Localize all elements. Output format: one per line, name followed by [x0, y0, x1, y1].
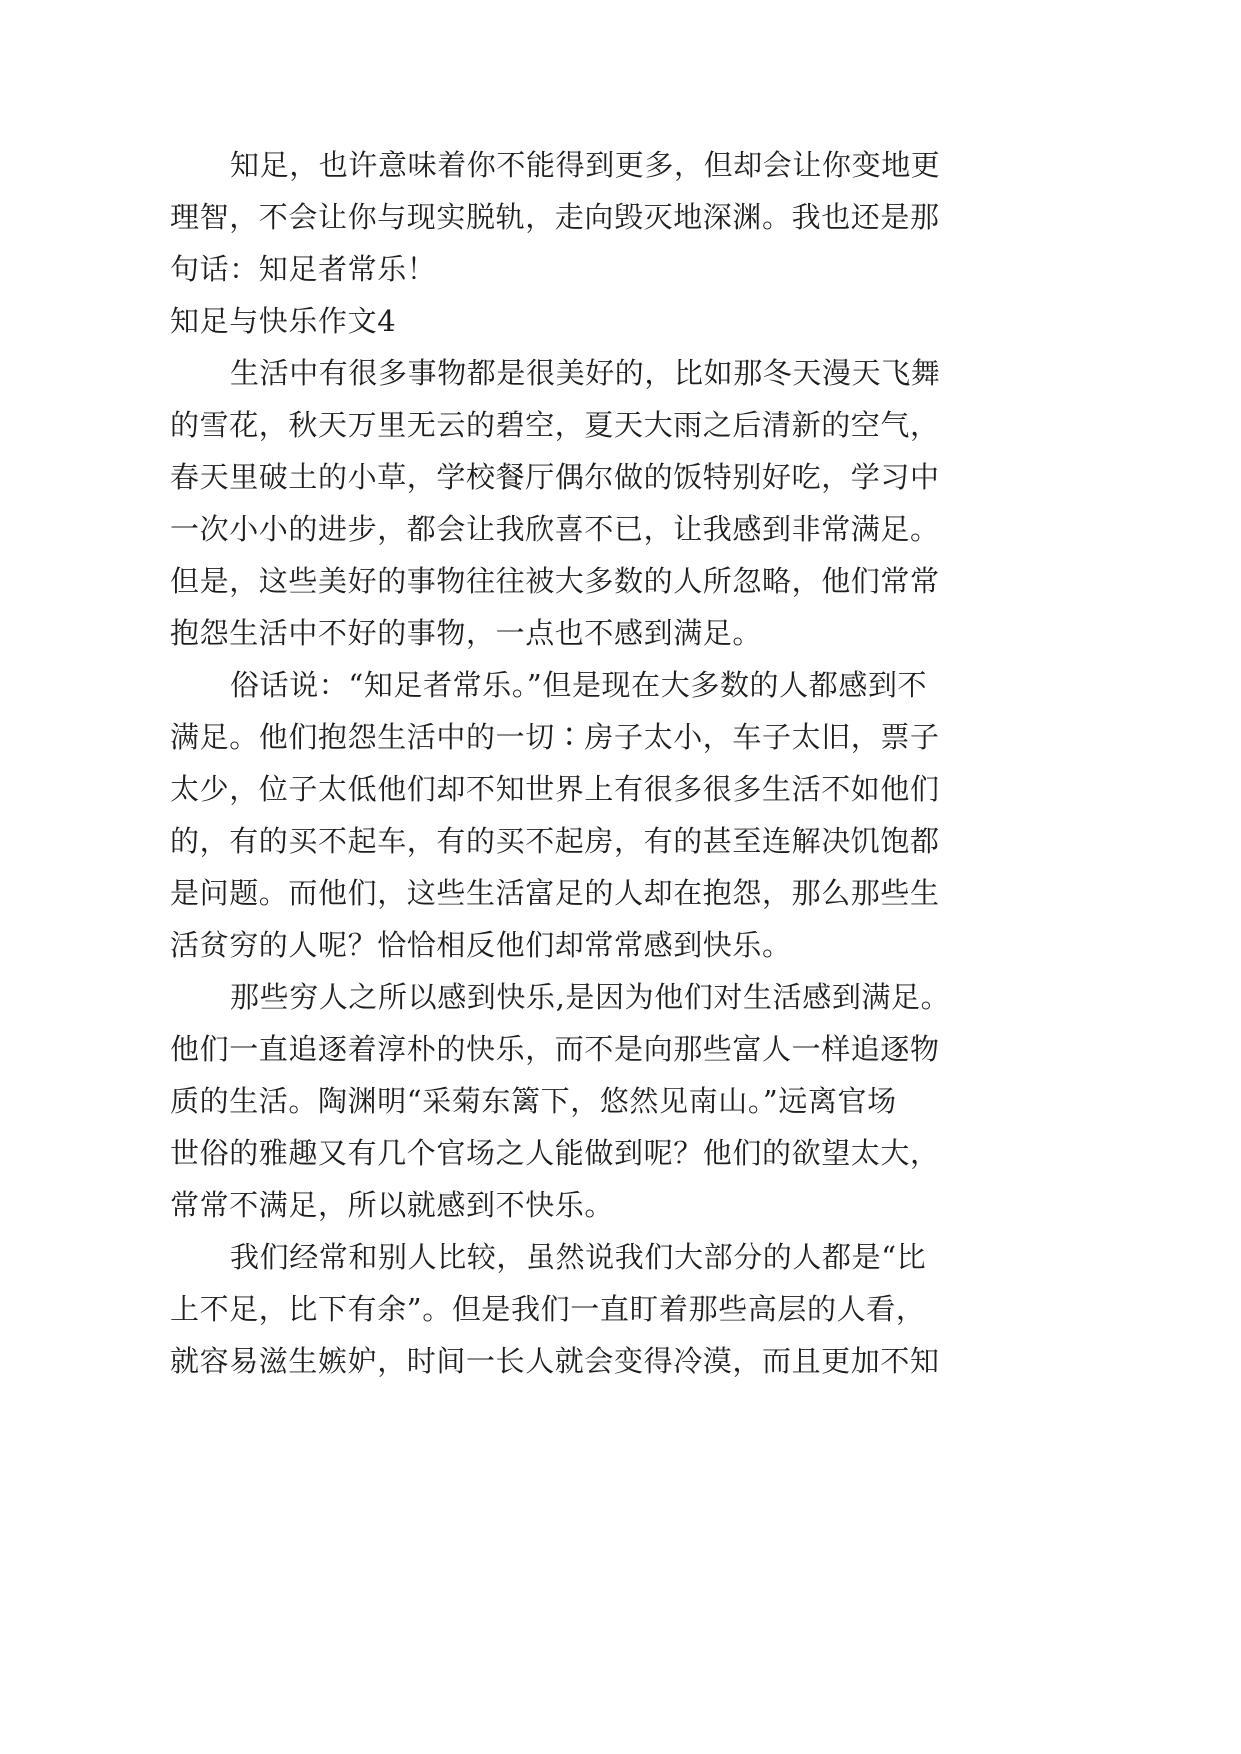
paragraph-line: 太少，位子太低他们却不知世界上有很多很多生活不如他们	[170, 772, 940, 806]
paragraph-line: 抱怨生活中不好的事物，一点也不感到满足。	[170, 616, 763, 650]
document-page	[170, 139, 970, 1387]
paragraph	[170, 659, 970, 971]
paragraph	[170, 347, 970, 659]
paragraph-line: 活贫穷的人呢？恰恰相反他们却常常感到快乐。	[170, 928, 792, 962]
paragraph-line: 他们一直追逐着淳朴的快乐，而不是向那些富人一样追逐物	[170, 1032, 940, 1066]
paragraph-line: 但是，这些美好的事物往往被大多数的人所忽略，他们常常	[170, 564, 940, 598]
paragraph-line: 那些穷人之所以感到快乐,是因为他们对生活感到满足。	[230, 980, 951, 1014]
paragraph-line: 就容易滋生嫉妒，时间一长人就会变得冷漠，而且更加不知	[170, 1344, 940, 1378]
paragraph-line: 我们经常和别人比较，虽然说我们大部分的人都是“比	[230, 1240, 927, 1274]
paragraph-line: 是问题。而他们，这些生活富足的人却在抱怨，那么那些生	[170, 876, 940, 910]
paragraph-line: 质的生活。陶渊明“采菊东篱下，悠然见南山。”远离官场	[170, 1084, 897, 1118]
paragraph	[170, 971, 970, 1231]
section-heading: 知足与快乐作文4	[170, 304, 397, 338]
paragraph-line: 世俗的雅趣又有几个官场之人能做到呢？他们的欲望太大，	[170, 1136, 940, 1170]
paragraph	[170, 139, 970, 295]
paragraph-line: 春天里破土的小草，学校餐厅偶尔做的饭特别好吃，学习中	[170, 460, 940, 494]
paragraph-line: 知足，也许意味着你不能得到更多，但却会让你变地更	[230, 148, 941, 182]
paragraph	[170, 1231, 970, 1387]
paragraph-line: 生活中有很多事物都是很美好的，比如那冬天漫天飞舞	[230, 356, 941, 390]
paragraph-line: 的雪花，秋天万里无云的碧空，夏天大雨之后清新的空气，	[170, 408, 940, 442]
paragraph-line: 句话：知足者常乐！	[170, 252, 437, 286]
paragraph-line: 一次小小的进步，都会让我欣喜不已，让我感到非常满足。	[170, 512, 940, 546]
paragraph-line: 俗话说：“知足者常乐。”但是现在大多数的人都感到不	[230, 668, 928, 702]
paragraph-line: 满足。他们抱怨生活中的一切∶房子太小，车子太旧，票子	[170, 720, 940, 754]
paragraph-line: 的，有的买不起车，有的买不起房，有的甚至连解决饥饱都	[170, 824, 940, 858]
paragraph-line: 常常不满足，所以就感到不快乐。	[170, 1188, 615, 1222]
paragraph-line: 理智，不会让你与现实脱轨，走向毁灭地深渊。我也还是那	[170, 200, 940, 234]
paragraph-line: 上不足，比下有余”。但是我们一直盯着那些高层的人看，	[170, 1292, 926, 1326]
